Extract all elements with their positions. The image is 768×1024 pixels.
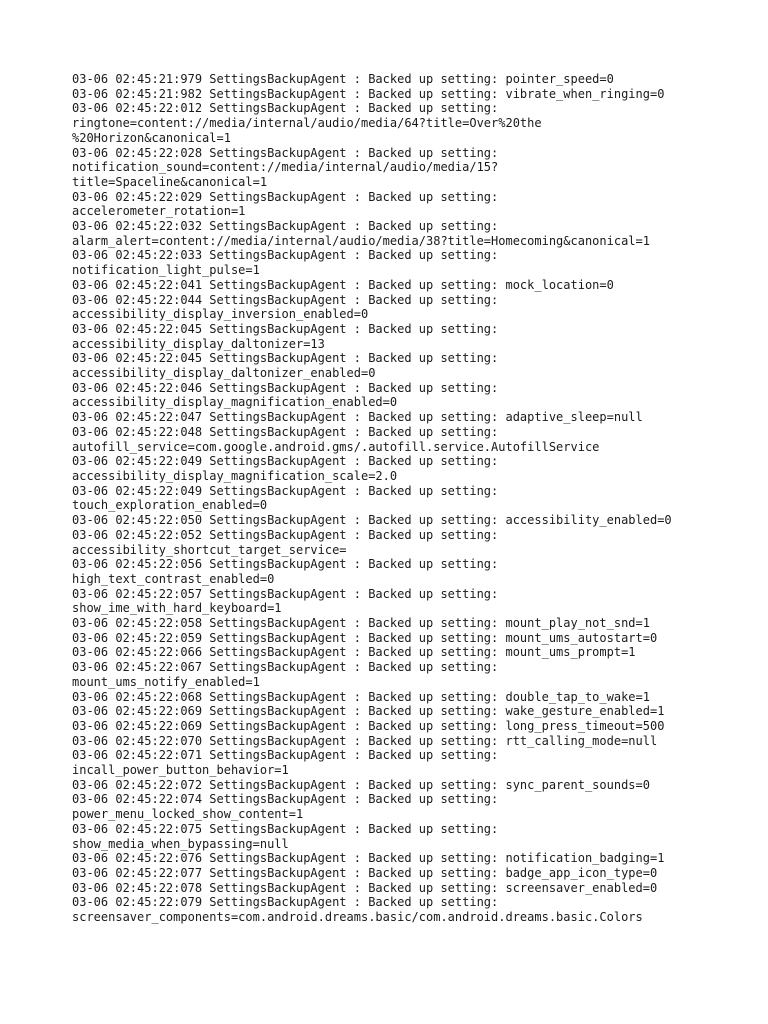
log-line: 03-06 02:45:22:048 SettingsBackupAgent : Backed up setting: [72, 424, 499, 439]
log-line: 03-06 02:45:22:050 SettingsBackupAgent : Backed up setting: accessibility_enabled=0 [72, 513, 672, 528]
log-line: notification_sound=content://media/internal/audio/media/15? [72, 160, 499, 175]
log-line: 03-06 02:45:22:059 SettingsBackupAgent : Backed up setting: mount_ums_autostart=0 [72, 630, 658, 645]
log-line: 03-06 02:45:22:012 SettingsBackupAgent : Backed up setting: [72, 101, 499, 116]
log-line: notification_light_pulse=1 [72, 263, 260, 278]
log-line: mount_ums_notify_enabled=1 [72, 674, 260, 689]
log-line: autofill_service=com.google.android.gms/.autofill.service.AutofillService [72, 439, 600, 454]
log-line: screensaver_components=com.android.dreams.basic/com.android.dreams.basic.Colors [72, 910, 643, 925]
log-line: 03-06 02:45:22:079 SettingsBackupAgent : Backed up setting: [72, 895, 499, 910]
log-line: accessibility_display_magnification_enabled=0 [72, 395, 398, 410]
log-line: 03-06 02:45:22:028 SettingsBackupAgent : Backed up setting: [72, 145, 499, 160]
log-line: 03-06 02:45:22:049 SettingsBackupAgent : Backed up setting: [72, 483, 499, 498]
log-line: 03-06 02:45:22:033 SettingsBackupAgent : Backed up setting: [72, 248, 499, 263]
log-line: 03-06 02:45:22:057 SettingsBackupAgent : Backed up setting: [72, 586, 499, 601]
log-line: 03-06 02:45:22:071 SettingsBackupAgent : Backed up setting: [72, 748, 499, 763]
log-line: accessibility_shortcut_target_service= [72, 542, 347, 557]
log-line: 03-06 02:45:22:078 SettingsBackupAgent : Backed up setting: screensaver_enabled=0 [72, 880, 658, 895]
log-line: 03-06 02:45:22:045 SettingsBackupAgent : Backed up setting: [72, 351, 499, 366]
log-line: accessibility_display_inversion_enabled=0 [72, 307, 369, 322]
log-line: power_menu_locked_show_content=1 [72, 807, 304, 822]
log-line: 03-06 02:45:22:072 SettingsBackupAgent : Backed up setting: sync_parent_sounds=0 [72, 777, 650, 792]
log-line: 03-06 02:45:22:047 SettingsBackupAgent : Backed up setting: adaptive_sleep=null [72, 410, 643, 425]
log-line: 03-06 02:45:22:056 SettingsBackupAgent : Backed up setting: [72, 557, 499, 572]
log-line: 03-06 02:45:22:077 SettingsBackupAgent : Backed up setting: badge_app_icon_type=0 [72, 865, 658, 880]
log-line: accessibility_display_daltonizer_enabled=0 [72, 366, 376, 381]
log-line: show_media_when_bypassing=null [72, 836, 289, 851]
log-line: 03-06 02:45:22:032 SettingsBackupAgent : Backed up setting: [72, 219, 499, 234]
log-line: 03-06 02:45:22:068 SettingsBackupAgent : Backed up setting: double_tap_to_wake=1 [72, 689, 650, 704]
log-line: 03-06 02:45:22:049 SettingsBackupAgent : Backed up setting: [72, 454, 499, 469]
log-line: 03-06 02:45:22:069 SettingsBackupAgent : Backed up setting: long_press_timeout=500 [72, 718, 665, 733]
log-document [72, 72, 712, 925]
log-line: 03-06 02:45:22:045 SettingsBackupAgent : Backed up setting: [72, 321, 499, 336]
log-line: 03-06 02:45:22:074 SettingsBackupAgent : Backed up setting: [72, 792, 499, 807]
log-line: 03-06 02:45:22:066 SettingsBackupAgent : Backed up setting: mount_ums_prompt=1 [72, 645, 636, 660]
log-line: 03-06 02:45:22:052 SettingsBackupAgent : Backed up setting: [72, 527, 499, 542]
log-line: incall_power_button_behavior=1 [72, 763, 289, 778]
log-line: title=Spaceline&canonical=1 [72, 174, 268, 189]
log-line: 03-06 02:45:22:046 SettingsBackupAgent : Backed up setting: [72, 380, 499, 395]
log-line: show_ime_with_hard_keyboard=1 [72, 601, 282, 616]
log-line: touch_exploration_enabled=0 [72, 498, 268, 513]
log-line: accelerometer_rotation=1 [72, 204, 246, 219]
log-line: 03-06 02:45:22:041 SettingsBackupAgent : Backed up setting: mock_location=0 [72, 277, 614, 292]
log-line: accessibility_display_daltonizer=13 [72, 336, 325, 351]
log-line: 03-06 02:45:22:070 SettingsBackupAgent : Backed up setting: rtt_calling_mode=null [72, 733, 658, 748]
log-line: 03-06 02:45:22:075 SettingsBackupAgent : Backed up setting: [72, 821, 499, 836]
log-line: 03-06 02:45:21:979 SettingsBackupAgent : Backed up setting: pointer_speed=0 [72, 72, 614, 86]
log-line: 03-06 02:45:21:982 SettingsBackupAgent : Backed up setting: vibrate_when_ringing=0 [72, 86, 665, 101]
log-line: %20Horizon&canonical=1 [72, 130, 231, 145]
log-line: accessibility_display_magnification_scale=2.0 [72, 468, 398, 483]
log-line: 03-06 02:45:22:058 SettingsBackupAgent : Backed up setting: mount_play_not_snd=1 [72, 616, 650, 631]
log-line: 03-06 02:45:22:069 SettingsBackupAgent : Backed up setting: wake_gesture_enabled=1 [72, 704, 665, 719]
log-line: 03-06 02:45:22:044 SettingsBackupAgent : Backed up setting: [72, 292, 499, 307]
log-line: 03-06 02:45:22:067 SettingsBackupAgent : Backed up setting: [72, 660, 499, 675]
log-line: 03-06 02:45:22:029 SettingsBackupAgent : Backed up setting: [72, 189, 499, 204]
log-line: ringtone=content://media/internal/audio/media/64?title=Over%20the [72, 116, 542, 131]
log-line: alarm_alert=content://media/internal/audio/media/38?title=Homecoming&canonical=1 [72, 233, 650, 248]
log-line: high_text_contrast_enabled=0 [72, 571, 275, 586]
log-line: 03-06 02:45:22:076 SettingsBackupAgent : Backed up setting: notification_badging=1 [72, 851, 665, 866]
